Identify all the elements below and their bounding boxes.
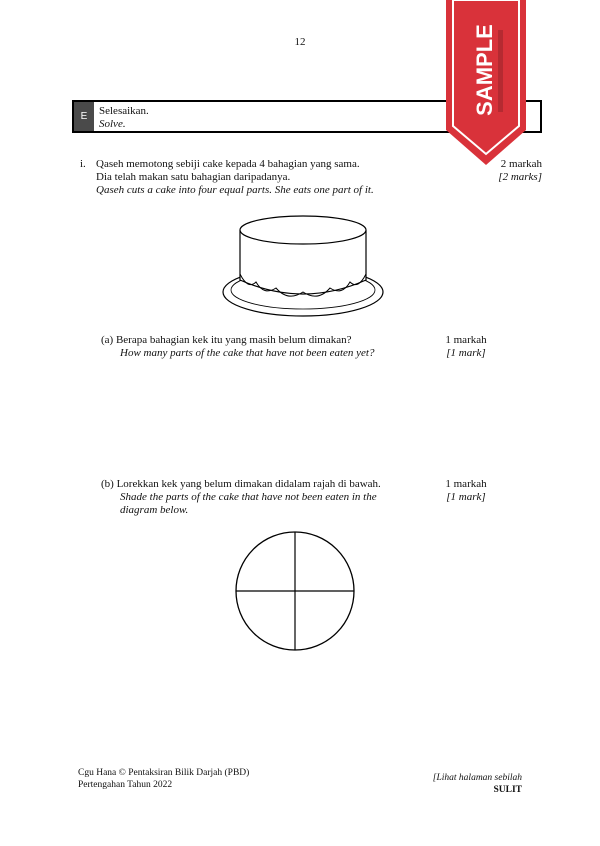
sample-ribbon-watermark — [446, 0, 526, 170]
question-line-2: Dia telah makan satu bahagian daripadanya. — [96, 171, 291, 183]
page-number: 12 — [294, 36, 306, 48]
part-b-label — [101, 478, 381, 517]
part-a-marks-ms: 1 markah — [445, 334, 487, 346]
part-b-marks — [430, 478, 502, 504]
quartered-circle-diagram[interactable] — [234, 530, 356, 652]
part-b-text-en-1: Shade the parts of the cake that have not been eaten in the — [120, 491, 377, 503]
cake-illustration — [218, 208, 388, 320]
part-b-text-en-2: diagram below. — [120, 504, 189, 516]
section-title-en: Solve. — [99, 118, 126, 130]
question-marks-ms: 2 markah — [500, 158, 542, 170]
part-b-marks-en: [1 mark] — [446, 491, 486, 503]
footer-right — [400, 772, 522, 796]
section-letter: E — [74, 102, 94, 131]
question-marks-en: [2 marks] — [498, 171, 542, 183]
part-b-marks-ms: 1 markah — [445, 478, 487, 490]
footer-term: Pertengahan Tahun 2022 — [78, 780, 173, 790]
part-b-text-ms: (b) Lorekkan kek yang belum dimakan didalam rajah di bawah. — [101, 478, 381, 490]
part-a-marks — [430, 334, 502, 360]
part-a-text-en: How many parts of the cake that have not been eaten yet? — [120, 347, 375, 359]
section-title — [99, 105, 149, 131]
footer-next-page: [Lihat halaman sebilah — [432, 773, 522, 783]
question-line-en: Qaseh cuts a cake into four equal parts. She eats one part of it. — [96, 184, 374, 196]
part-a-label — [101, 334, 374, 360]
footer-left — [78, 767, 249, 791]
sample-ribbon-text: SAMPLE — [471, 24, 497, 116]
part-a-text-ms: (a) Berapa bahagian kek itu yang masih belum dimakan? — [101, 334, 352, 346]
question-number: i. — [80, 158, 86, 170]
question-text — [96, 158, 374, 197]
footer-copyright: Cgu Hana © Pentaksiran Bilik Darjah (PBD) — [78, 768, 250, 778]
part-a-marks-en: [1 mark] — [446, 347, 486, 359]
section-title-ms: Selesaikan. — [99, 105, 149, 117]
question-line-1: Qaseh memotong sebiji cake kepada 4 bahagian yang sama. — [96, 158, 360, 170]
footer-sulit: SULIT — [493, 785, 522, 795]
